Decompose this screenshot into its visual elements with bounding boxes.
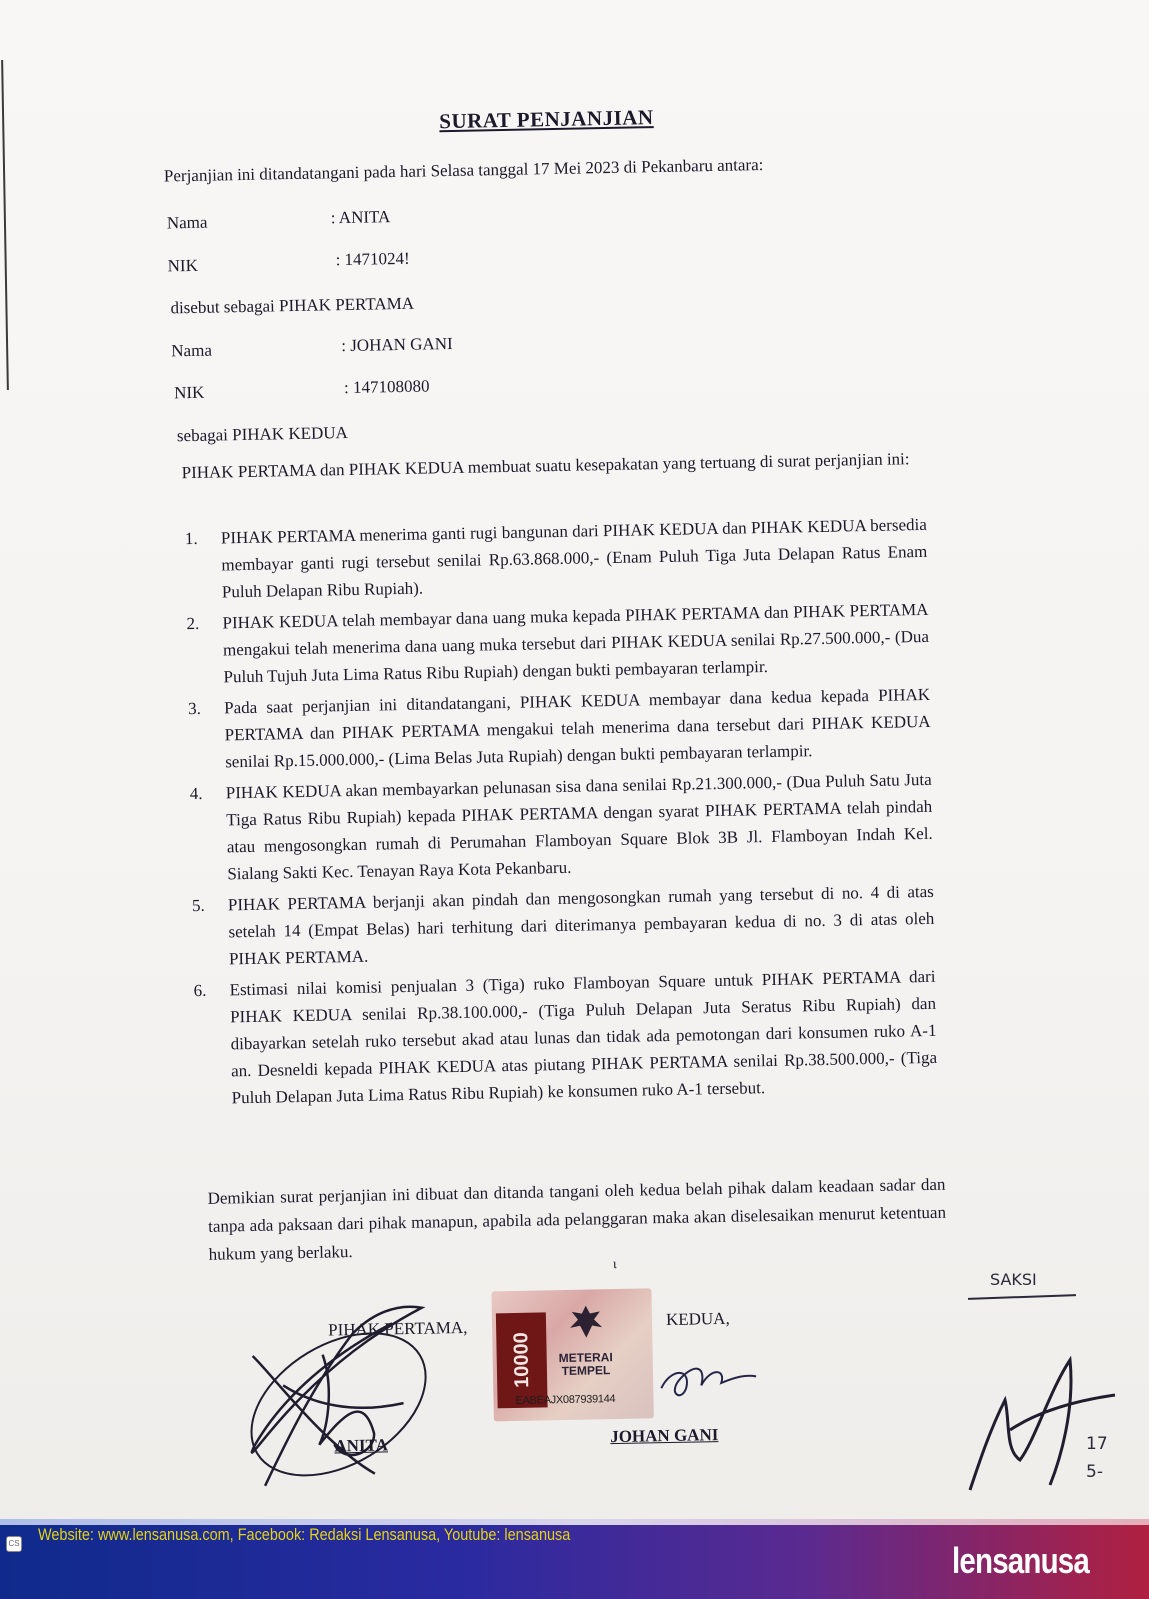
- stamp-label-line1: METERAI: [558, 1350, 613, 1366]
- closing-paragraph: Demikian surat perjanjian ini dibuat dan ditanda tangani oleh kedua belah pihak dalam keadaan sadar dan tanpa ada paksaan dari pihak manapun, apabila ada pelanggaran maka akan diselesaikan menurut ketentuan hukum yang berlaku.: [207, 1174, 947, 1264]
- scanner-watermark-icon: CS: [6, 1536, 22, 1552]
- party2-signature-label: KEDUA,: [665, 1308, 730, 1330]
- intro-text: Perjanjian ini ditandatangani pada hari Selasa tanggal 17 Mei 2023 di Pekanbaru antara:: [163, 154, 764, 186]
- clause-number: 6.: [193, 980, 207, 1001]
- stamp-value: 10000: [496, 1312, 548, 1408]
- ink-mark: ι: [612, 1256, 617, 1273]
- agreement-intro: PIHAK PERTAMA dan PIHAK KEDUA membuat suatu kesepakatan yang tertuang di surat perjanjian ini:: [181, 449, 910, 483]
- party1-nik-label: NIK: [167, 255, 199, 276]
- party2-nik-value: : 147108080: [343, 376, 430, 398]
- clause-number: 5.: [191, 895, 205, 916]
- clause-item: [190, 766, 934, 888]
- party2-nik-label: NIK: [173, 382, 205, 403]
- clause-list: [185, 511, 938, 1116]
- party1-designation: disebut sebagai PIHAK PERTAMA: [170, 293, 415, 318]
- witness-date: 17 5-: [1086, 1434, 1108, 1482]
- garuda-emblem-icon: [564, 1299, 609, 1344]
- party1-name-label: Nama: [166, 212, 208, 233]
- clause-number: 2.: [186, 613, 200, 634]
- party2-signature-scribble: [651, 1346, 762, 1408]
- witness-label: SAKSI: [990, 1270, 1037, 1289]
- party2-name-value: : JOHAN GANI: [341, 333, 453, 356]
- stamp-serial: EABEAJX087939144: [515, 1393, 616, 1407]
- clause-item: [188, 681, 931, 776]
- party2-designation: sebagai PIHAK KEDUA: [176, 423, 349, 446]
- party1-name-signed: ANITA: [334, 1435, 389, 1456]
- clause-item: [186, 596, 929, 691]
- stamp-label-line2: TEMPEL: [561, 1363, 611, 1379]
- clause-item: [185, 511, 928, 606]
- clause-text: PIHAK PERTAMA berjanji akan pindah dan mengosongkan rumah yang tersebut di no. 4 di atas setelah 14 (Empat Belas) hari terhitung dari diterimanya pembayaran kedua di no. 3 di atas oleh PIHAK PERTAMA.: [227, 881, 935, 969]
- footer-brand-logo: lensanusa: [952, 1540, 1090, 1581]
- clause-text: Estimasi nilai komisi penjualan 3 (Tiga) ruko Flamboyan Square untuk PIHAK PERTAMA dari PIHAK KEDUA senilai Rp.38.100.000,- (Tiga Puluh Delapan Juta Seratus Ribu Rupiah) dan dibayarkan setelah ruko tersebut akad atau lunas dan tidak ada pemotongan dari konsumen ruko A-1 an. Desneldi kepada PIHAK KEDUA atas piutang PIHAK PERTAMA senilai Rp.38.500.000,- (Tiga Puluh Delapan Juta Lima Ratus Ribu Rupiah) ke konsumen ruko A-1 tersebut.: [229, 966, 938, 1108]
- party1-signature-label: PIHAK PERTAMA,: [327, 1317, 468, 1340]
- clause-text: PIHAK KEDUA telah membayar dana uang muka kepada PIHAK PERTAMA dan PIHAK PERTAMA mengakui telah menerima dana uang muka tersebut dari PIHAK KEDUA senilai Rp.27.500.000,- (Dua Puluh Tujuh Juta Lima Ratus Ribu Rupiah) dengan bukti pembayaran terlampir.: [222, 599, 930, 687]
- clause-number: 1.: [184, 528, 198, 549]
- footer-info-text: Website: www.lensanusa.com, Facebook: Redaksi Lensanusa, Youtube: lensanusa: [38, 1525, 571, 1544]
- clause-item: [192, 878, 935, 973]
- clause-item: [193, 963, 937, 1112]
- clause-number: 3.: [187, 698, 202, 719]
- clause-text: Pada saat perjanjian ini ditandatangani, PIHAK KEDUA membayar dana kedua kepada PIHAK PERTAMA dan PIHAK PERTAMA mengakui telah menerima dana tersebut dari PIHAK KEDUA senilai Rp.15.000.000,- (Lima Belas Juta Rupiah) dengan bukti pembayaran terlampir.: [223, 684, 931, 772]
- party2-name-label: Nama: [171, 340, 213, 361]
- document-title: SURAT PENJANJIAN: [439, 105, 654, 134]
- party1-name-value: : ANITA: [330, 207, 391, 228]
- clause-text: PIHAK PERTAMA menerima ganti rugi bangunan dari PIHAK KEDUA dan PIHAK KEDUA bersedia membayar ganti rugi tersebut senilai Rp.63.868.000,- (Enam Puluh Tiga Juta Delapan Ratus Enam Puluh Delapan Ribu Rupiah).: [220, 514, 928, 602]
- party1-signature-scribble: [221, 1292, 455, 1506]
- stamp-label: [559, 1351, 613, 1378]
- party1-nik-value: : 1471024!: [335, 248, 410, 270]
- party2-name-signed: JOHAN GANI: [610, 1425, 719, 1447]
- meterai-stamp: [491, 1288, 653, 1421]
- clause-text: PIHAK KEDUA akan membayarkan pelunasan sisa dana senilai Rp.21.300.000,- (Dua Puluh Satu Juta Tiga Ratus Ribu Rupiah) kepada PIHAK PERTAMA dengan syarat PIHAK PERTAMA telah pindah atau mengosongkan rumah di Perumahan Flamboyan Square Blok 3B Jl. Flamboyan Indah Kel. Sialang Sakti Kec. Tenayan Raya Kota Pekanbaru.: [225, 769, 933, 884]
- clause-number: 4.: [189, 783, 203, 804]
